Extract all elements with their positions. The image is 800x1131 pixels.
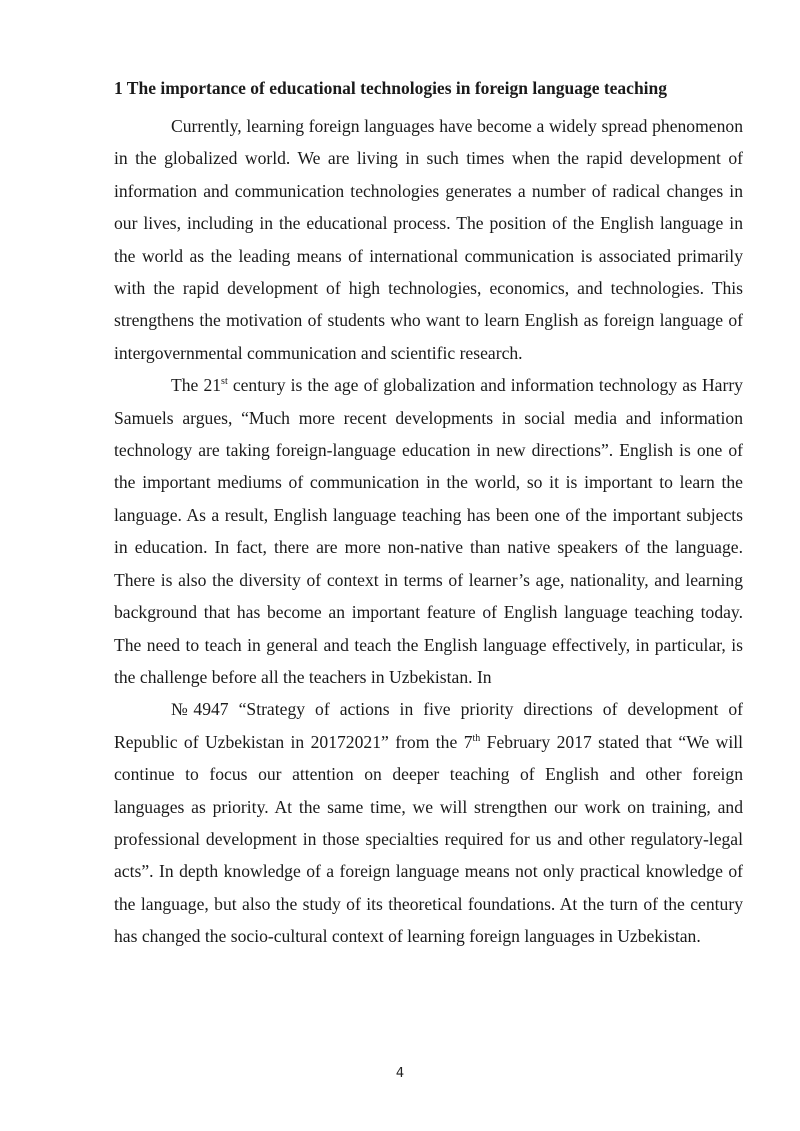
page-number: 4	[395, 1066, 405, 1081]
paragraph-3-text-start: №4947 “Strategy of actions in five priority directions of development of Republic of Uzbekistan in 20172021” from the 7	[114, 699, 743, 752]
ordinal-superscript: th	[472, 732, 481, 744]
paragraph-2-text-start: The 21	[171, 375, 222, 396]
paragraph-1: Currently, learning foreign languages have become a widely spread phenomenon in the globalized world. We are living in such times when the rapid development of information and communication technologies generates a number of radical changes in our lives, including in the educational process. The position of the English language in the world as the leading means of international communication is associated primarily with the rapid development of high technologies, economics, and technologies. This strengthens the motivation of students who want to learn English as foreign language of intergovernmental communication and scientific research.	[114, 116, 743, 363]
body-text	[114, 110, 743, 953]
paragraph-3-text-rest: February 2017 stated that “We will continue to focus our attention on deeper teaching of English and other foreign languages as priority. At the same time, we will strengthen our work on training, and professional development in those specialties required for us and other regulatory-legal acts”. In depth knowledge of a foreign language means not only practical knowledge of the language, but also the study of its theoretical foundations. At the turn of the century has changed the socio-cultural context of learning foreign languages in Uzbekistan.	[114, 731, 743, 947]
section-heading: 1 The importance of educational technologies in foreign language teaching	[114, 78, 668, 98]
ordinal-superscript: st	[221, 376, 228, 388]
paragraph-2-text-rest: century is the age of globalization and information technology as Harry Samuels argues, “Much more recent developments in social media and information technology are taking foreign-language education in new directions”. English is one of the important mediums of communication in the world, so it is important to learn the language. As a result, English language teaching has been one of the important subjects in education. In fact, there are more non-native than native speakers of the language. There is also the diversity of context in terms of learner’s age, nationality, and learning background that has become an important feature of English language teaching today. The need to teach in general and teach the English language effectively, in particular, is the challenge before all the teachers in Uzbekistan. In	[114, 375, 743, 687]
paragraph-3	[114, 693, 743, 952]
paragraph-2	[114, 369, 743, 693]
